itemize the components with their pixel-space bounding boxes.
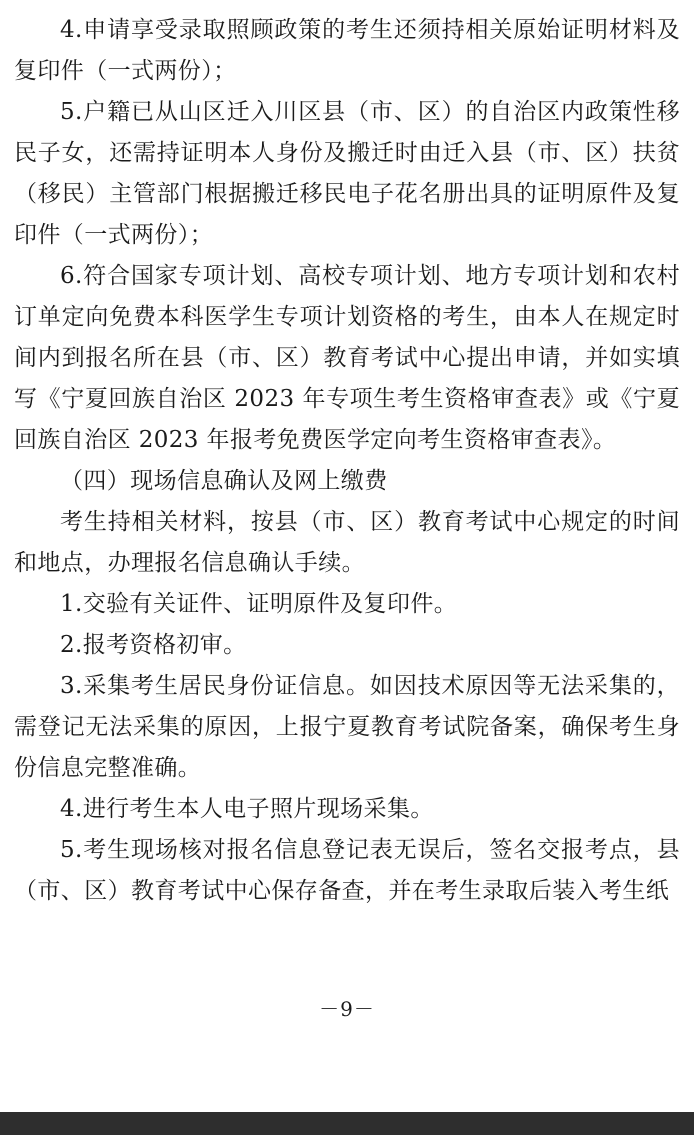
paragraph-intro-confirmation: 考生持相关材料，按县（市、区）教育考试中心规定的时间和地点，办理报名信息确认手续。 — [14, 509, 680, 576]
paragraph-item-5-migrant-children: 5.户籍已从山区迁入川区县（市、区）的自治区内政策性移民子女，还需持证明本人身份及搬迁时由迁入县（市、区）扶贫（移民）主管部门根据搬迁移民电子花名册出具的证明原件及复印件（一式两份）； — [14, 99, 680, 248]
list-item-5-signature-archive: 5.考生现场核对报名信息登记表无误后，签名交报考点，县（市、区）教育考试中心保存备查，并在考生录取后装入考生纸 — [14, 837, 680, 904]
list-item-3-id-card-info: 3.采集考生居民身份证信息。如因技术原因等无法采集的，需登记无法采集的原因，上报宁夏教育考试院备案，确保考生身份信息完整准确。 — [14, 673, 680, 781]
document-body — [14, 10, 680, 912]
paragraph-item-4-original-documents: 4.申请享受录取照顾政策的考生还须持相关原始证明材料及复印件（一式两份）； — [14, 17, 680, 84]
viewer-bottom-bar — [0, 1112, 694, 1135]
paragraph-item-6-special-programs: 6.符合国家专项计划、高校专项计划、地方专项计划和农村订单定向免费本科医学生专项计划资格的考生，由本人在规定时间内到报名所在县（市、区）教育考试中心提出申请，并如实填写《宁夏回族自治区 2023 年专项生考生资格审查表》或《宁夏回族自治区 2023 年报考免费医学定向考生资格审查表》。 — [14, 263, 680, 453]
section-heading-onsite-confirmation: （四）现场信息确认及网上缴费 — [60, 468, 388, 494]
list-item-2-eligibility-review: 2.报考资格初审。 — [60, 632, 247, 658]
list-item-4-photo-capture: 4.进行考生本人电子照片现场采集。 — [60, 796, 434, 822]
list-item-1-verify-documents: 1.交验有关证件、证明原件及复印件。 — [60, 591, 458, 617]
page-number: －9－ — [319, 997, 375, 1021]
